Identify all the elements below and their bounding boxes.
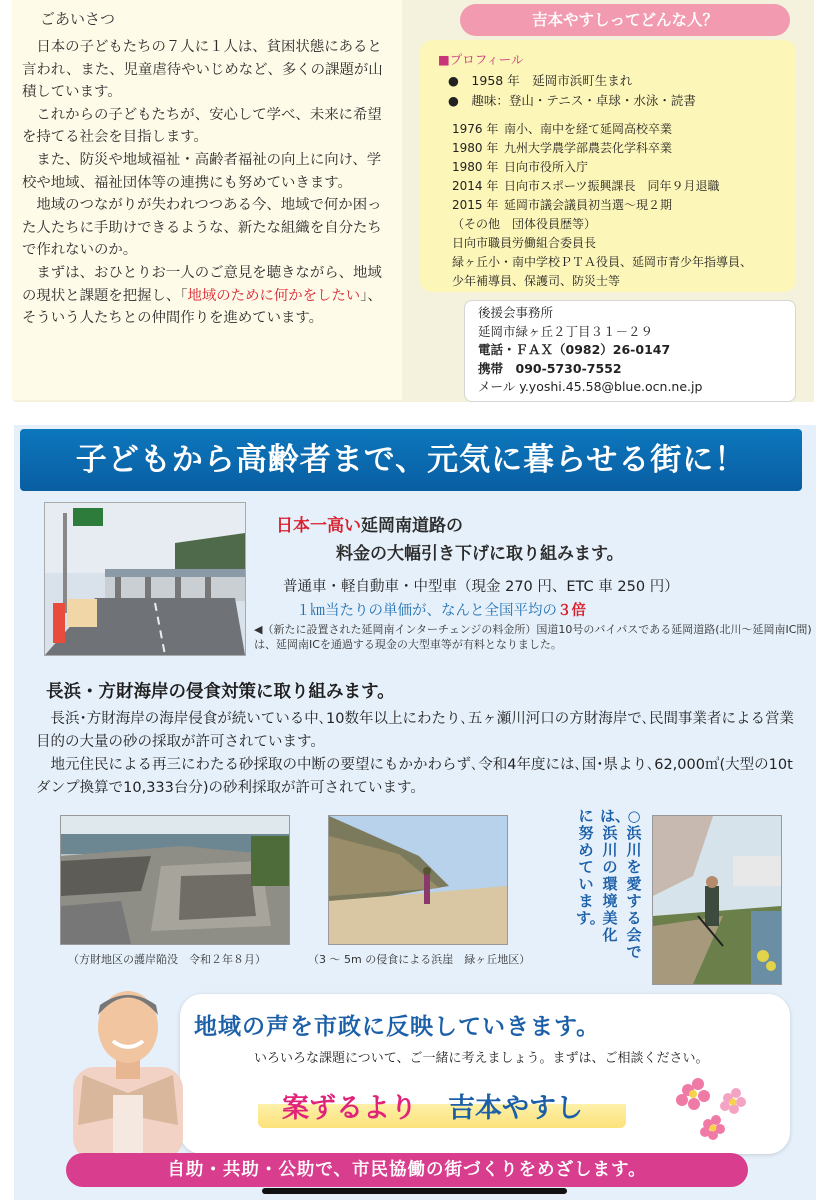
greeting-body bbox=[22, 36, 388, 330]
profile-label: ■プロフィール bbox=[438, 52, 524, 67]
history-text: 延岡市議会議員初当選～現２期 bbox=[504, 198, 673, 212]
history-text: 日向市スポーツ振興課長 同年９月退職 bbox=[504, 179, 720, 193]
profile-other: 緑ヶ丘小・南中学校ＰＴＡ役員、延岡市青少年指導員、 bbox=[452, 255, 753, 269]
greeting-paragraph: また、防災や地域福祉・高齢者福祉の向上に向け、学校や地域、福祉団体等の連携にも努めていきます。 bbox=[22, 151, 382, 191]
profile-other: 少年補導員、保護司、防災士等 bbox=[452, 274, 621, 288]
greeting-paragraph: これからの子どもたちが、安心して学べ、未来に希望を持てる社会を目指します。 bbox=[22, 106, 382, 146]
seawall-caption: （方財地区の護岸陥没 令和２年８月） bbox=[68, 953, 266, 966]
erosion-paragraph: 地元住民による再三にわたる砂採取の中断の要望にもかかわらず､令和4年度には､国･県より､62,000㎥(大型の10tダンプ換算で10,333台分)の砂利採取が許可されています。 bbox=[36, 757, 793, 796]
history-year: 1980 年 bbox=[452, 160, 499, 174]
headline: 子どもから高齢者まで、元気に暮らせる街に！ bbox=[75, 442, 747, 478]
hamagawa-vertical-text bbox=[570, 808, 650, 978]
office-tel: 電話・ＦＡＸ（0982）26-0147 bbox=[478, 342, 671, 358]
greeting-paragraph bbox=[22, 262, 388, 330]
greeting-highlight: 地域のために何かをしたい bbox=[187, 287, 361, 304]
erosion-body bbox=[36, 708, 806, 800]
road-title bbox=[276, 511, 463, 536]
office-info bbox=[478, 304, 702, 397]
candidate-portrait bbox=[58, 975, 198, 1160]
hamagawa-line: に努めています。 bbox=[576, 807, 605, 927]
history-year: 1976 年 bbox=[452, 122, 499, 136]
erosion-title: 長浜・方財海岸の侵食対策に取り組みます。 bbox=[46, 682, 395, 702]
history-text: 日向市役所入庁 bbox=[504, 160, 589, 174]
history-year: 2014 年 bbox=[452, 179, 499, 193]
office-address: 延岡市緑ヶ丘２丁目３１－２９ bbox=[478, 323, 654, 339]
greeting-paragraph: 地域のつながりが失われつつある今、地域で何か困った人たちに手助けできるような、新たな組織を自分たちで作れないのか。 bbox=[22, 197, 382, 259]
greeting-paragraph: 日本の子どもたちの７人に１人は、貧困状態にあると言われ、また、児童虐待やいじめなど、多くの課題が山積しています。 bbox=[22, 39, 383, 101]
history-text: 九州大学農学部農芸化学科卒業 bbox=[504, 141, 673, 155]
history-row bbox=[452, 158, 588, 177]
tollgate-photo bbox=[44, 502, 246, 656]
message-subtitle: いろいろな課題について、ご一緒に考えましょう。まずは、ご相談ください。 bbox=[254, 1051, 709, 1066]
road-unit-highlight: ３倍 bbox=[557, 603, 586, 619]
history-row bbox=[452, 120, 672, 139]
hamagawa-line: ○浜川を愛する会で bbox=[626, 807, 642, 961]
slogan-phrase: 案ずるより bbox=[282, 1093, 417, 1124]
history-year: 2015 年 bbox=[452, 198, 499, 212]
candidate-name: 吉本やすし bbox=[448, 1093, 583, 1124]
road-subtitle: 料金の大幅引き下げに取り組みます。 bbox=[336, 544, 624, 564]
profile-heading: 吉本やすしってどんな人？ bbox=[460, 4, 790, 36]
office-mobile: 携帯 090-5730-7552 bbox=[478, 360, 622, 376]
history-year: 1980 年 bbox=[452, 141, 499, 155]
history-row bbox=[452, 196, 672, 215]
footer-slogan: 自助・共助・公助で、市民協働の街づくりをめざします。 bbox=[66, 1153, 748, 1187]
road-caption: ◀（新たに設置された延岡南インターチェンジの料金所）国道10号のバイパスである延岡道路(北川～延岡南IC間)は、延岡南ICを通過する現金の大型車等が有料となりました。 bbox=[254, 623, 812, 651]
road-title-text: 延岡南道路の bbox=[361, 516, 463, 536]
flower-decoration-icon bbox=[668, 1076, 758, 1146]
seawall-collapse-photo bbox=[60, 815, 290, 945]
message-title: 地域の声を市政に反映していきます。 bbox=[194, 1014, 601, 1040]
history-text: 南小、南中を経て延岡高校卒業 bbox=[504, 122, 673, 136]
profile-hobby: ● 趣味：登山・テニス・卓球・水泳・読書 bbox=[448, 93, 696, 108]
road-title-highlight: 日本一高い bbox=[276, 516, 361, 536]
road-unit-price bbox=[296, 599, 586, 620]
home-indicator[interactable] bbox=[262, 1188, 567, 1194]
profile-other: 日向市職員労働組合委員長 bbox=[452, 236, 597, 250]
office-name: 後援会事務所 bbox=[478, 305, 554, 320]
hamagawa-line: は、浜川の環境美化 bbox=[600, 807, 631, 944]
cliff-caption: （3 ～ 5m の侵食による浜崖 緑ヶ丘地区） bbox=[308, 953, 531, 966]
road-vehicles: 普通車・軽自動車・中型車（現金 270 円、ETC 車 250 円） bbox=[283, 579, 679, 595]
riverside-cleanup-photo bbox=[652, 815, 782, 985]
profile-other: （その他 団体役員歴等） bbox=[452, 217, 597, 231]
greeting-text: 」、そういう人たちとの仲間作りを進めています。 bbox=[22, 287, 382, 327]
erosion-paragraph: 長浜･方財海岸の海岸侵食が続いている中､10数年以上にわたり､五ヶ瀬川河口の方財海岸で､民間事業者による営業目的の大量の砂の採取が許可されています。 bbox=[36, 711, 794, 750]
sand-cliff-photo bbox=[328, 815, 508, 945]
road-unit-text: １㎞当たりの単価が、なんと全国平均の bbox=[296, 603, 557, 619]
greeting-title: ごあいさつ bbox=[40, 10, 116, 28]
office-email: メール y.yoshi.45.58@blue.ocn.ne.jp bbox=[478, 379, 703, 395]
greeting-text: まずは、おひとりお一人のご意見を聴きながら、地域の現状と課題を把握し、「 bbox=[22, 264, 382, 304]
history-row bbox=[452, 177, 720, 196]
history-row bbox=[452, 139, 672, 158]
profile-birth: ● 1958 年 延岡市浜町生まれ bbox=[448, 73, 633, 88]
